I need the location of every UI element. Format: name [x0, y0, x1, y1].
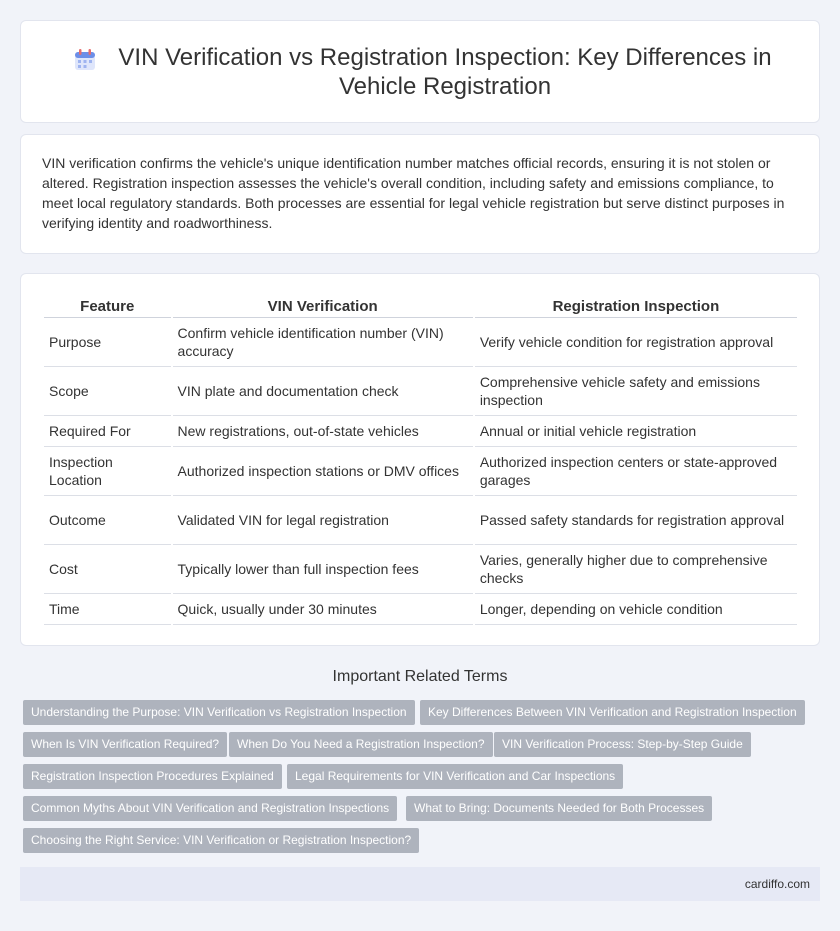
related-tag[interactable]: When Do You Need a Registration Inspection? — [229, 732, 493, 757]
page-title: VIN Verification vs Registration Inspection: Key Differences in Vehicle Registration — [118, 44, 772, 100]
table-cell-vin: Confirm vehicle identification number (VIN) accuracy — [173, 318, 473, 367]
table-cell-registration: Passed safety standards for registration approval — [475, 496, 797, 545]
table-cell-vin: VIN plate and documentation check — [173, 367, 473, 416]
table-cell-feature: Required For — [44, 416, 171, 447]
table-cell-vin: Authorized inspection stations or DMV offices — [173, 447, 473, 496]
header-registration-inspection: Registration Inspection — [475, 296, 797, 318]
intro-card — [20, 134, 820, 254]
table-cell-registration: Comprehensive vehicle safety and emissions inspection — [475, 367, 797, 416]
table-cell-vin: Validated VIN for legal registration — [173, 496, 473, 545]
table-row — [44, 447, 797, 496]
table-cell-feature: Cost — [44, 545, 171, 594]
header-vin-verification: VIN Verification — [173, 296, 473, 318]
related-tag[interactable]: VIN Verification Process: Step-by-Step Guide — [494, 732, 751, 757]
related-tag[interactable]: Choosing the Right Service: VIN Verification or Registration Inspection? — [23, 828, 419, 853]
table-header-row — [44, 296, 797, 318]
table-cell-feature: Purpose — [44, 318, 171, 367]
table-cell-vin: Quick, usually under 30 minutes — [173, 594, 473, 625]
table-cell-feature: Scope — [44, 367, 171, 416]
header-feature: Feature — [44, 296, 171, 318]
related-tag[interactable]: Key Differences Between VIN Verification and Registration Inspection — [420, 700, 805, 725]
comparison-table-card — [20, 273, 820, 646]
table-row — [44, 545, 797, 594]
header-card — [20, 20, 820, 123]
table-cell-feature: Outcome — [44, 496, 171, 545]
table-cell-feature: Inspection Location — [44, 447, 171, 496]
table-cell-registration: Varies, generally higher due to comprehensive checks — [475, 545, 797, 594]
table-cell-registration: Authorized inspection centers or state-approved garages — [475, 447, 797, 496]
related-tag[interactable]: Registration Inspection Procedures Explained — [23, 764, 282, 789]
table-row — [44, 318, 797, 367]
calendar-icon — [73, 48, 97, 72]
related-tag[interactable]: What to Bring: Documents Needed for Both Processes — [406, 796, 712, 821]
related-tag[interactable]: Common Myths About VIN Verification and Registration Inspections — [23, 796, 397, 821]
related-terms-title: Important Related Terms — [332, 668, 508, 685]
table-cell-registration: Verify vehicle condition for registration approval — [475, 318, 797, 367]
related-tag[interactable]: Understanding the Purpose: VIN Verification vs Registration Inspection — [23, 700, 415, 725]
table-row — [44, 367, 797, 416]
footer-site-link[interactable]: cardiffo.com — [744, 877, 810, 891]
table-cell-registration: Annual or initial vehicle registration — [475, 416, 797, 447]
comparison-table — [42, 296, 799, 625]
table-cell-registration: Longer, depending on vehicle condition — [475, 594, 797, 625]
table-row — [44, 594, 797, 625]
footer — [20, 867, 820, 901]
intro-paragraph: VIN verification confirms the vehicle's unique identification number matches official records, ensuring it is not stolen or altered. Registration inspection assesses the vehicle's overall condition, including safety and emissions compliance, to meet local regulatory standards. Both processes are essential for legal vehicle registration but serve distinct purposes in verifying identity and roadworthiness. — [42, 155, 785, 231]
table-cell-vin: Typically lower than full inspection fees — [173, 545, 473, 594]
table-row — [44, 416, 797, 447]
table-cell-vin: New registrations, out-of-state vehicles — [173, 416, 473, 447]
related-tag[interactable]: Legal Requirements for VIN Verification and Car Inspections — [287, 764, 623, 789]
title-row — [21, 43, 819, 101]
table-row — [44, 496, 797, 545]
table-cell-feature: Time — [44, 594, 171, 625]
related-tag[interactable]: When Is VIN Verification Required? — [23, 732, 227, 757]
